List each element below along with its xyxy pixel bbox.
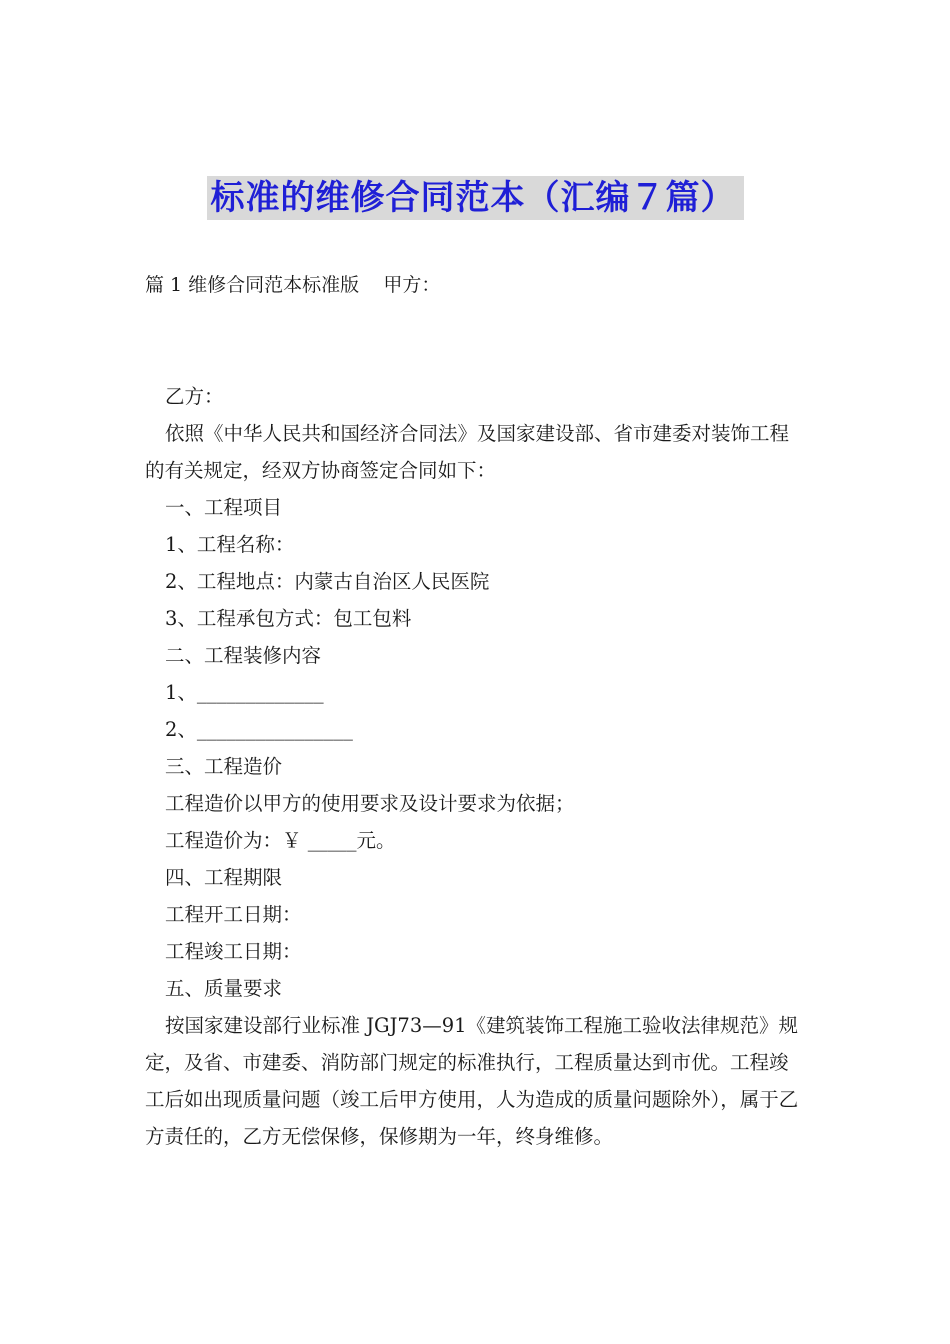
paragraph: 3、工程承包方式：包工包料 bbox=[165, 607, 412, 630]
paragraph: 工程造价为：￥ _____元。 bbox=[165, 829, 396, 852]
paragraph: 四、工程期限 bbox=[165, 866, 283, 889]
paragraph: 二、工程装修内容 bbox=[165, 644, 322, 667]
paragraph: 1、工程名称： bbox=[165, 533, 295, 556]
paragraph: 五、质量要求 bbox=[165, 977, 283, 1000]
paragraph: 工程开工日期： bbox=[165, 903, 302, 926]
paragraph: 按国家建设部行业标准 JGJ73—91《建筑装饰工程施工验收法律规范》规定，及省、市建委、消防部门规定的标准执行，工程质量达到市优。工程竣工后如出现质量问题（竣工后甲方使用，人为造成的质量问题除外），属于乙方责任的，乙方无偿保修，保修期为一年，终身维修。 bbox=[145, 1014, 799, 1148]
paragraph: 工程竣工日期： bbox=[165, 940, 302, 963]
paragraph: 2、________________ bbox=[165, 718, 353, 741]
paragraph: 1、_____________ bbox=[165, 681, 324, 704]
section-heading: 篇 1 维修合同范本标准版 甲方： bbox=[145, 274, 441, 296]
paragraph: 乙方： bbox=[165, 385, 224, 408]
paragraph: 三、工程造价 bbox=[165, 755, 283, 778]
document-title: 标准的维修合同范本（汇编７篇） bbox=[207, 176, 744, 220]
paragraph: 依照《中华人民共和国经济合同法》及国家建设部、省市建委对装饰工程的有关规定，经双方协商签定合同如下： bbox=[145, 422, 790, 482]
paragraph: 一、工程项目 bbox=[165, 496, 283, 519]
paragraph: 2、工程地点：内蒙古自治区人民医院 bbox=[165, 570, 490, 593]
paragraph: 工程造价以甲方的使用要求及设计要求为依据； bbox=[165, 792, 575, 815]
document-body bbox=[145, 378, 805, 1155]
title-container bbox=[0, 176, 950, 220]
